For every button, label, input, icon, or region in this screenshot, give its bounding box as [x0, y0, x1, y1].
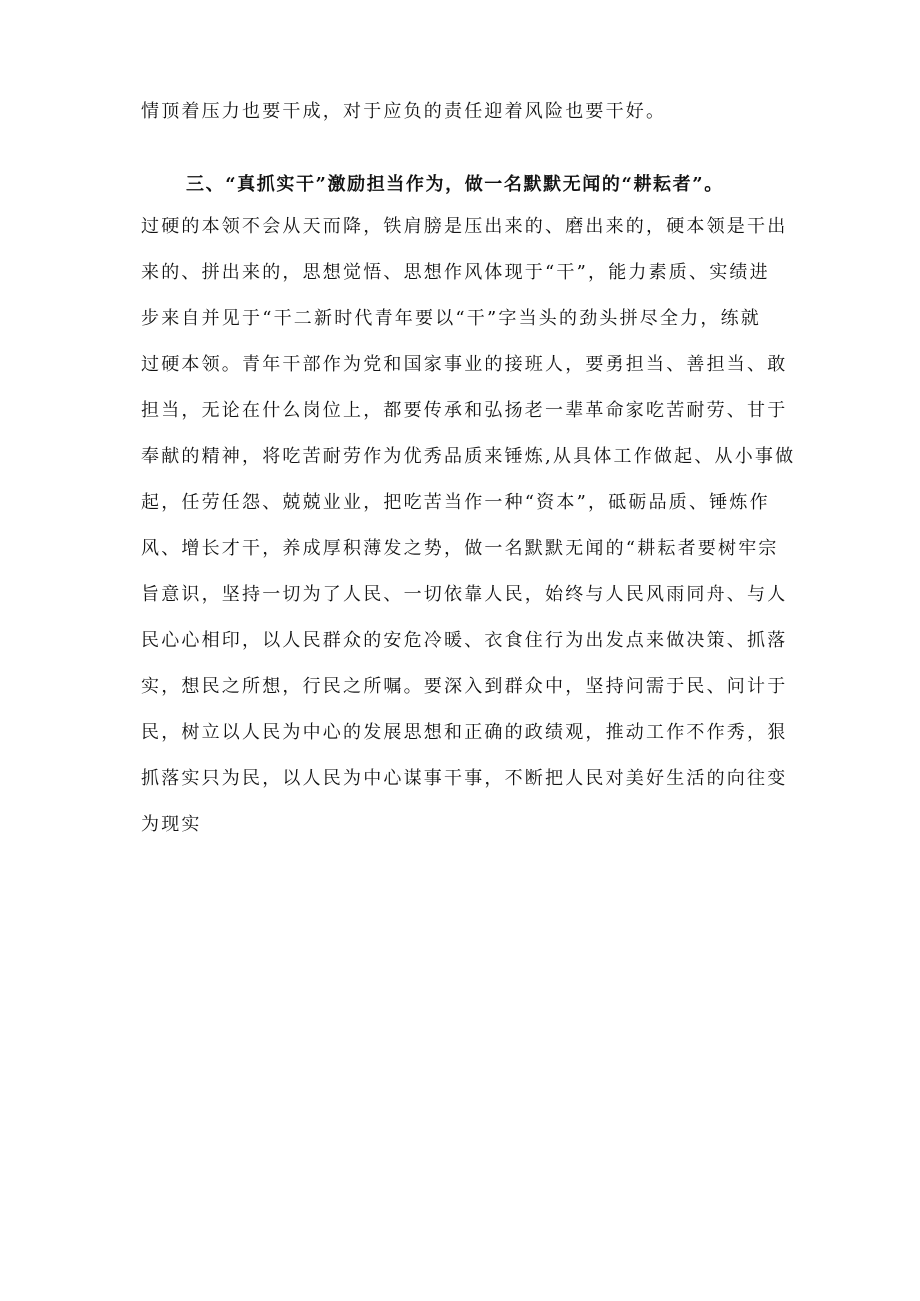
body-line: 实，想民之所想，行民之所嘱。要深入到群众中，坚持问需于民、问计于	[141, 676, 788, 697]
body-line: 奉献的精神，将吃苦耐劳作为优秀品质来锤炼,从具体工作做起、从小事做	[141, 446, 796, 467]
body-line: 民心心相印，以人民群众的安危冷暖、衣食住行为出发点来做决策、抓落	[141, 630, 788, 651]
body-line: 风、增长才干，养成厚积薄发之势，做一名默默无闻的“耕耘者要树牢宗	[141, 538, 779, 559]
body-line: 过硬的本领不会从天而降，铁肩膀是压出来的、磨出来的，硬本领是干出	[141, 216, 788, 237]
body-line: 民，树立以人民为中心的发展思想和正确的政绩观，推动工作不作秀，狠	[141, 722, 788, 743]
body-line: 旨意识，坚持一切为了人民、一切依靠人民，始终与人民风雨同舟、与人	[141, 584, 788, 605]
body-line: 步来自并见于“干二新时代青年要以“干”字当头的劲头拼尽全力，练就	[141, 308, 762, 329]
body-line: 起，任劳任怨、兢兢业业，把吃苦当作一种“资本”，砥砺品质、锤炼作	[141, 492, 770, 513]
body-line: 抓落实只为民，以人民为中心谋事干事，不断把人民对美好生活的向往变	[141, 768, 788, 789]
body-line: 为现实	[141, 814, 202, 835]
body-line: 过硬本领。青年干部作为党和国家事业的接班人，要勇担当、善担当、敢	[141, 354, 788, 375]
body-line: 来的、拼出来的，思想觉悟、思想作风体现于“干”，能力素质、实绩进	[141, 262, 770, 283]
section-heading: 三、“真抓实干”激励担当作为，做一名默默无闻的“耕耘者”。	[186, 174, 724, 195]
body-line: 担当，无论在什么岗位上，都要传承和弘扬老一辈革命家吃苦耐劳、甘于	[141, 400, 788, 421]
paragraph-continuation-line: 情顶着压力也要干成，对于应负的责任迎着风险也要干好。	[141, 101, 667, 122]
